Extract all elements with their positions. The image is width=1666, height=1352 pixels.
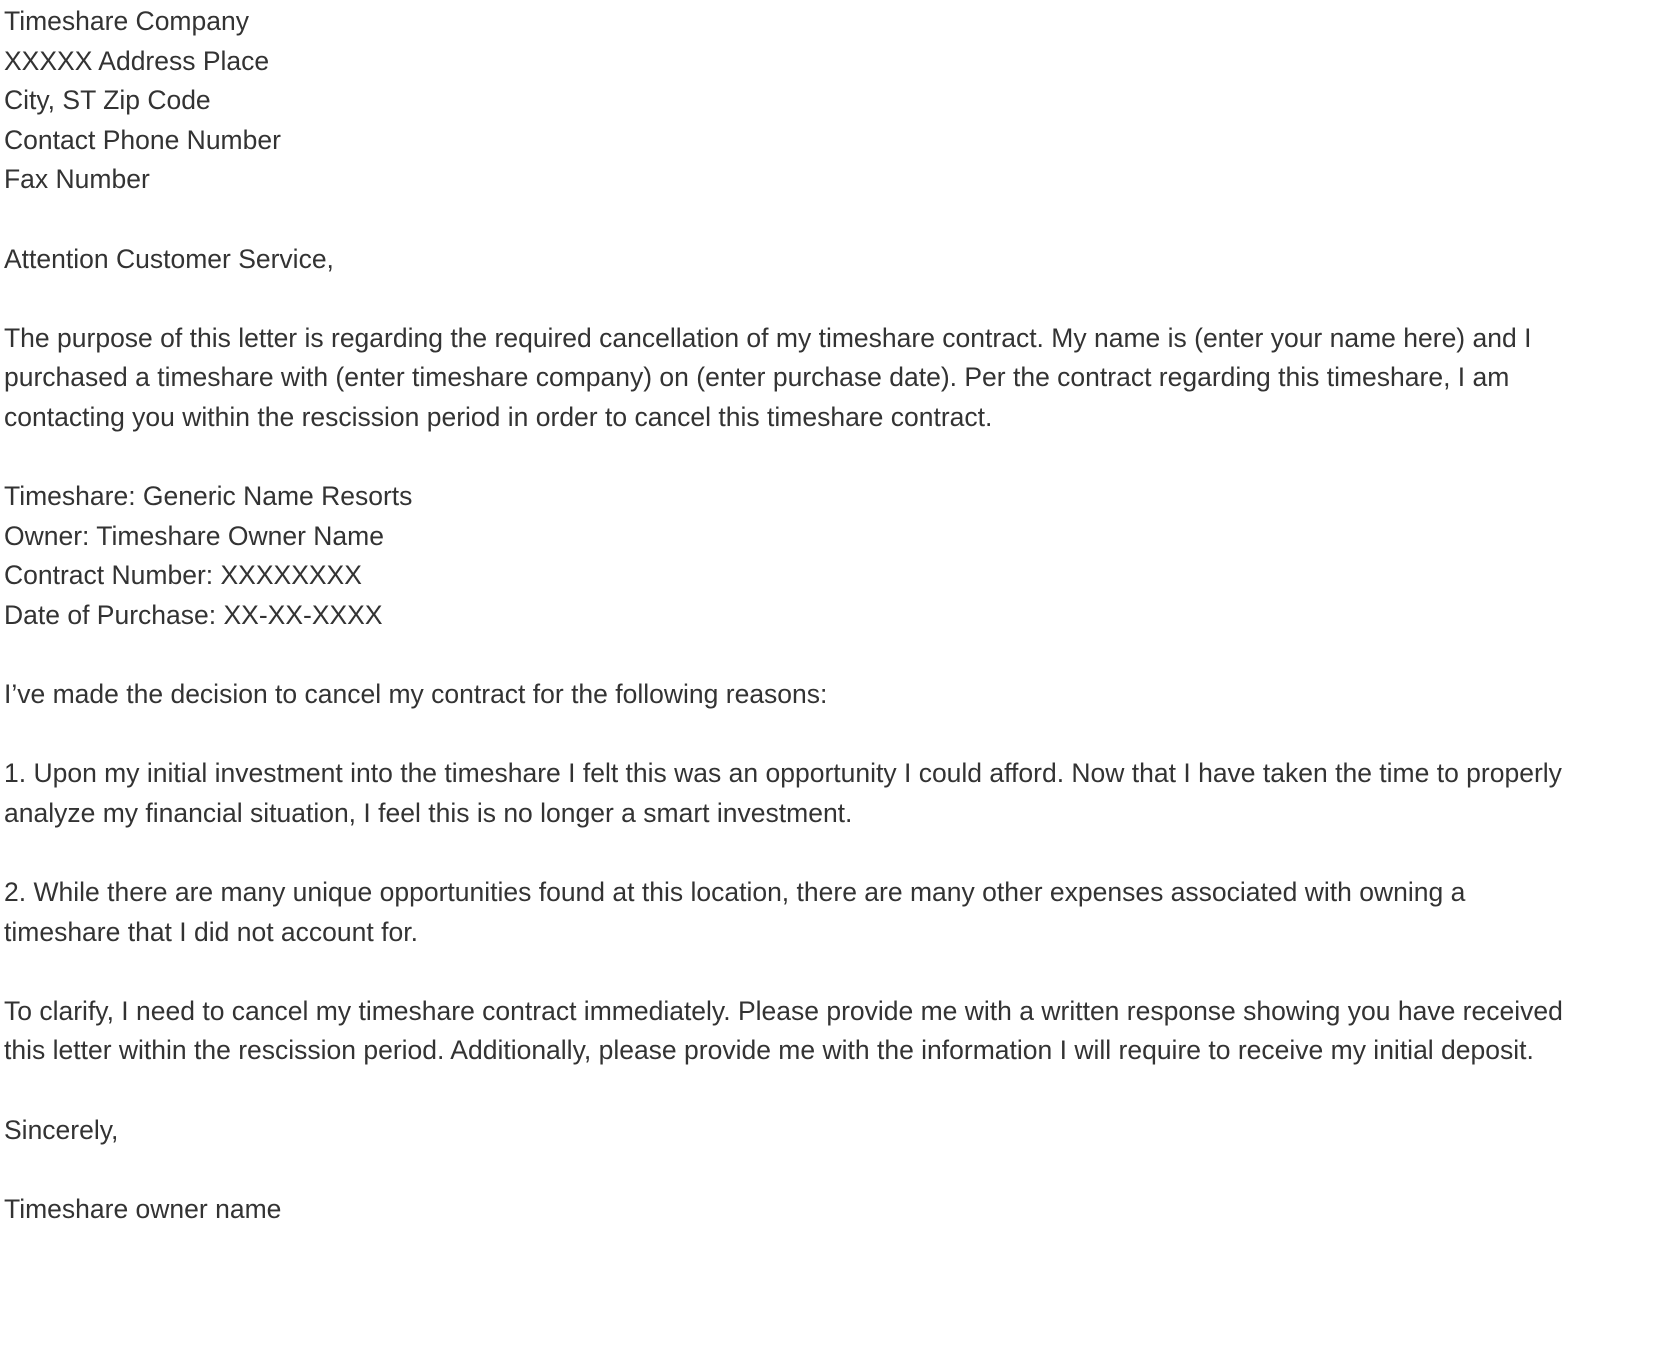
recipient-address: XXXXX Address Place — [4, 45, 270, 76]
spacer — [4, 438, 1584, 478]
closing-paragraph: To clarify, I need to cancel my timeshare contract immediately. Please provide me with a written response showing you have received this letter within the rescission period. Additionally, please provide me with the information I will require to receive my initial deposit. — [4, 995, 1563, 1066]
detail-owner: Owner: Timeshare Owner Name — [4, 520, 384, 551]
signature-name: Timeshare owner name — [4, 1193, 282, 1224]
spacer — [4, 833, 1584, 873]
intro-paragraph: The purpose of this letter is regarding the required cancellation of my timeshare contract. My name is (enter your name here) and I purchased a timeshare with (enter timeshare company) on (enter purchase date). Per the contract regarding this timeshare, I am contacting you within the rescission period in order to cancel this timeshare contract. — [4, 322, 1532, 432]
reason-item: 2. While there are many unique opportunities found at this location, there are many other expenses associated with owning a timeshare that I did not account for. — [4, 877, 1466, 947]
spacer — [4, 200, 1584, 240]
contract-details-block — [4, 477, 1584, 635]
letter-document — [4, 2, 1584, 1229]
salutation: Attention Customer Service, — [4, 243, 334, 274]
detail-contract-number: Contract Number: XXXXXXXX — [4, 560, 362, 591]
spacer — [4, 636, 1584, 676]
recipient-address-block — [4, 2, 1584, 200]
recipient-phone: Contact Phone Number — [4, 124, 281, 155]
recipient-fax: Fax Number — [4, 164, 150, 195]
sign-off: Sincerely, — [4, 1114, 119, 1145]
recipient-company: Timeshare Company — [4, 6, 249, 36]
spacer — [4, 715, 1584, 755]
reason-item: 1. Upon my initial investment into the timeshare I felt this was an opportunity I could afford. Now that I have taken the time to properly analyze my financial situation, I feel this is no longer a smart investment. — [4, 758, 1562, 828]
reasons-intro: I’ve made the decision to cancel my contract for the following reasons: — [4, 679, 828, 710]
detail-timeshare: Timeshare: Generic Name Resorts — [4, 481, 413, 512]
spacer — [4, 1071, 1584, 1111]
recipient-city-state-zip: City, ST Zip Code — [4, 85, 211, 116]
spacer — [4, 1150, 1584, 1190]
detail-date-of-purchase: Date of Purchase: XX-XX-XXXX — [4, 599, 383, 630]
spacer — [4, 279, 1584, 319]
spacer — [4, 952, 1584, 992]
